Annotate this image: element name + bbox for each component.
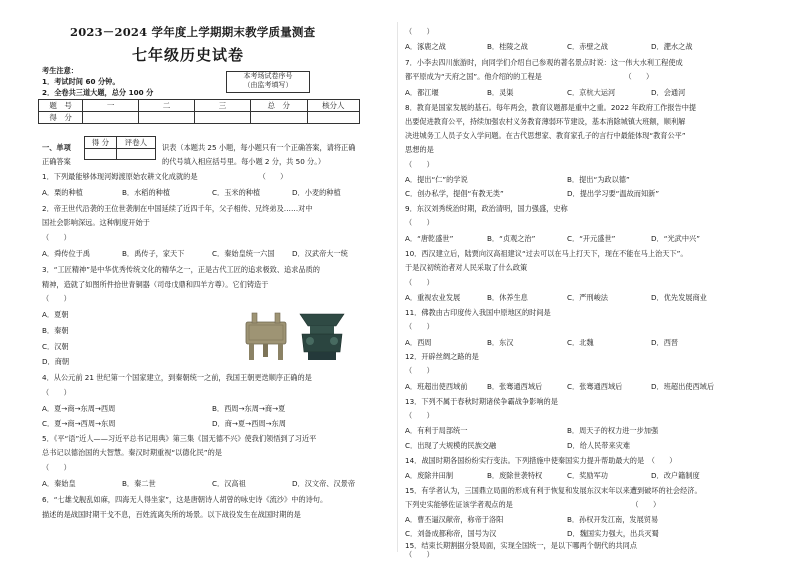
question-8-stem: 决进城务工人员子女入学问题。在古代思想家、教育家孔子的言行中最能体现“教育公平” — [405, 131, 686, 140]
question-9-stem: 9．东汉刘秀统治时期，政治清明，国力强盛，史称 — [405, 204, 568, 213]
question-5-option-c[interactable]: C．汉高祖 — [212, 479, 246, 488]
question-11-option-a[interactable]: A．西周 — [405, 338, 432, 347]
question-10-option-c[interactable]: C．严刑峻法 — [567, 293, 608, 302]
question-10-option-a[interactable]: A．重视农业发展 — [405, 293, 461, 302]
question-11-option-b[interactable]: B．东汉 — [487, 338, 514, 347]
score-table-cell: 题 号 — [39, 100, 83, 112]
question-4-answer-blank[interactable]: （ ） — [42, 388, 71, 397]
question-3-stem: 精神，造就了如图所件拾世青铜器（司母戊鼎和四羊方尊）。它们铸造于 — [42, 280, 269, 289]
section1-intro-line2: 正确答案 — [42, 157, 71, 166]
question-11-stem: 11．佛教由古印度传入我国中原地区的时间是 — [405, 308, 551, 317]
question-10-option-b[interactable]: B．休养生息 — [487, 293, 528, 302]
question-10-option-d[interactable]: D．优先发展商业 — [651, 293, 707, 302]
question-9-option-c[interactable]: C．“开元盛世” — [567, 234, 616, 243]
score-input-cell[interactable] — [307, 112, 359, 124]
question-5-stem: 5．《平“语”近人——习近平总书记用典》第三集《国无德不兴》使我们领悟到了习近平 — [42, 434, 317, 443]
score-table-cell: 二 — [139, 100, 195, 112]
question-14-option-a[interactable]: A．废除井田制 — [405, 471, 454, 480]
score-input-cell[interactable] — [85, 149, 117, 160]
grader-input-cell[interactable] — [116, 149, 155, 160]
score-table-cell: 核分人 — [307, 100, 359, 112]
question-14-option-c[interactable]: C．奖励军功 — [567, 471, 608, 480]
question-12-option-a[interactable]: A．班超出使西域前 — [405, 382, 468, 391]
question-13-answer-blank[interactable]: （ ） — [405, 411, 434, 420]
question-5-option-d[interactable]: D．汉文帝、汉景帝 — [292, 479, 356, 488]
question-15-option-a[interactable]: A．曹丕逼汉献帝，称帝于洛阳 — [405, 515, 504, 524]
question-13-stem: 13．下列不属于春秋时期诸侯争霸战争影响的是 — [405, 397, 558, 406]
question-7-stem: 7．小李去四川旅游时，向同学们介绍自己参观的著名景点时说：这一伟大水利工程使成 — [405, 58, 683, 67]
question-12-option-c[interactable]: C．张骞通西域后 — [567, 382, 623, 391]
column-divider — [397, 22, 398, 552]
question-15-stem: 15．有学者认为，三国鼎立局面的形成有利于恢复和发展东汉末年以来遭到破坏的社会经济。 — [405, 486, 702, 495]
question-11-option-d[interactable]: D．西晋 — [651, 338, 679, 347]
question-10-stem: 10．西汉建立后，陆贾向汉高祖建议“过去可以在马上打天下，现在不能在马上治天下”。 — [405, 249, 688, 258]
exam-subtitle: 七年级历史试卷 — [132, 46, 245, 64]
question-8-option-b[interactable]: B．提出“为政以德” — [567, 175, 630, 184]
question-1-option-a[interactable]: A．栗的种植 — [42, 188, 83, 197]
question-4-stem: 4．从公元前 21 世纪第一个国家建立，到秦朝统一之前，我国王朝更迭顺序正确的是 — [42, 373, 312, 382]
question-13-option-a[interactable]: A．有利于局部统一 — [405, 426, 468, 435]
question-15-stem: 下列史实能够佐证该学者观点的是 （ ） — [405, 500, 661, 509]
score-input-cell[interactable] — [195, 112, 251, 124]
note-1: 1．考试时间 60 分钟。 — [42, 77, 120, 86]
question-3-option-d[interactable]: D．商朝 — [42, 357, 70, 366]
question-6-option-d[interactable]: D．淝水之战 — [651, 42, 693, 51]
question-7-option-a[interactable]: A．都江堰 — [405, 88, 439, 97]
bronze-vessels-figure — [240, 310, 360, 365]
question-5-answer-blank[interactable]: （ ） — [42, 463, 71, 472]
question-9-option-a[interactable]: A．“唐乾盛世” — [405, 234, 454, 243]
question-8-option-d[interactable]: D．提出学习要“温故而知新” — [567, 189, 660, 198]
question-1-option-b[interactable]: B．水稻的种植 — [122, 188, 171, 197]
question-4-option-b[interactable]: B．西周→东周→商→夏 — [212, 404, 286, 413]
score-input-cell[interactable] — [250, 112, 307, 124]
question-3-answer-blank[interactable]: （ ） — [42, 294, 71, 303]
question-8-stem: 8．教育是国家发展的基石。每年两会，教育议题都是重中之重。2022 年政府工作报告中提 — [405, 103, 697, 112]
question-8-stem: 思想的是 — [405, 145, 434, 154]
question-8-stem: 出要促进教育公平，持续加强农村义务教育薄弱环节建设，基本消除城镇大班额，顺利解 — [405, 117, 686, 126]
question-7-option-b[interactable]: B．灵渠 — [487, 88, 514, 97]
question-2-option-a[interactable]: A．舜传位于禹 — [42, 249, 91, 258]
question-16-answer-blank[interactable]: （ ） — [405, 550, 434, 559]
question-2-option-d[interactable]: D．汉武帝大一统 — [292, 249, 348, 258]
question-1-option-c[interactable]: C．玉米的种植 — [212, 188, 261, 197]
question-12-option-d[interactable]: D．班超出使西域后 — [651, 382, 715, 391]
question-8-option-a[interactable]: A．提出“仁”的学说 — [405, 175, 468, 184]
simuwu-ding-icon — [246, 313, 286, 360]
note-2: 2．全卷共三道大题，总分 100 分 — [42, 88, 154, 97]
question-12-answer-blank[interactable]: （ ） — [405, 366, 434, 375]
question-15-option-d[interactable]: D．魏国实力强大，出兵灭蜀 — [567, 529, 659, 538]
section1-intro: 识表（本题共 25 小题，每小题只有一个正确答案，请将正确 — [162, 143, 356, 152]
question-13-option-b[interactable]: B．周天子的权力进一步加强 — [567, 426, 659, 435]
exam-title: 2023－2024 学年度上学期期末教学质量测查 — [70, 25, 316, 39]
question-3-option-b[interactable]: B．秦朝 — [42, 326, 69, 335]
question-15-option-c[interactable]: C．刘备成都称帝，国号为汉 — [405, 529, 497, 538]
exam-number-box[interactable] — [226, 71, 310, 93]
notes-title: 考生注意： — [42, 66, 78, 75]
question-2-stem: 2．帝王世代沿袭的王位世袭制在中国延续了近四千年，父子相传、兄终弟及……对中 — [42, 204, 313, 213]
question-11-option-c[interactable]: C．北魏 — [567, 338, 594, 347]
question-2-stem: 国社会影响深远。这种制度开始于 — [42, 218, 150, 227]
question-11-answer-blank[interactable]: （ ） — [405, 322, 434, 331]
exam-number-label-2: （由监考填写） — [243, 81, 293, 89]
question-6-stem: 6．“七雄戈舰乱如麻，四海无人得坐家”，这是唐朝诗人胡曾的咏史诗《流沙》中的诗句。 — [42, 495, 328, 504]
score-input-cell[interactable] — [139, 112, 195, 124]
score-table — [38, 99, 360, 124]
score-input-cell[interactable] — [83, 112, 139, 124]
question-2-option-b[interactable]: B．禹传子，家天下 — [122, 249, 185, 258]
question-1-option-d[interactable]: D．小麦的种植 — [292, 188, 341, 197]
question-3-option-c[interactable]: C．汉朝 — [42, 342, 69, 351]
question-5-stem: 总书记以德治国的大智慧。秦汉时期重视“以德化民”的是 — [42, 448, 222, 457]
question-2-answer-blank[interactable]: （ ） — [42, 233, 71, 242]
question-12-stem: 12．开辟丝绸之路的是 — [405, 352, 479, 361]
question-10-stem: 于是汉初统治者对人民采取了什么政策 — [405, 263, 528, 272]
question-5-option-b[interactable]: B．秦二世 — [122, 479, 156, 488]
question-9-option-d[interactable]: D．“光武中兴” — [651, 234, 700, 243]
question-4-option-d[interactable]: D．商→夏→西周→东周 — [212, 419, 286, 428]
question-6-answer-blank[interactable]: （ ） — [405, 27, 434, 36]
question-14-stem: 14．战国时期各国纷纷实行变法。下列措施中使秦国实力提升帮助最大的是 （ ） — [405, 456, 677, 465]
question-5-option-a[interactable]: A．秦始皇 — [42, 479, 76, 488]
section1-intro-line2-tail: 的代号填入相应括号里。每小题 2 分，共 50 分。） — [162, 157, 326, 166]
score-box-label: 得 分 — [85, 137, 117, 149]
question-7-option-d[interactable]: D．会通河 — [651, 88, 686, 97]
question-12-option-b[interactable]: B．张骞通西域后 — [487, 382, 543, 391]
question-4-option-c[interactable]: C．夏→商→西周→东周 — [42, 419, 116, 428]
question-8-answer-blank[interactable]: （ ） — [405, 160, 434, 169]
question-3-stem: 3．“工匠精神”是中华优秀传统文化的精华之一，正是古代工匠的追求极致、追求品质的 — [42, 265, 320, 274]
question-16-stem: 15．结束长期割据分裂局面，实现全国统一，是以下哪两个朝代的共同点 — [405, 541, 637, 550]
question-7-stem: 都平原成为“天府之国”。他介绍的的工程是 （ ） — [405, 72, 654, 81]
question-14-option-d[interactable]: D．改户籍制度 — [651, 471, 700, 480]
question-8-option-c[interactable]: C．创办私学，提倡“有教无类” — [405, 189, 504, 198]
question-7-option-c[interactable]: C．京杭大运河 — [567, 88, 616, 97]
question-2-option-c[interactable]: C．秦始皇统一六国 — [212, 249, 275, 258]
score-table-cell: 总 分 — [250, 100, 307, 112]
question-6-option-c[interactable]: C．赤壁之战 — [567, 42, 608, 51]
score-table-cell: 三 — [195, 100, 251, 112]
grader-box-label: 评卷人 — [116, 137, 155, 149]
four-ram-zun-icon — [300, 314, 344, 360]
question-10-answer-blank[interactable]: （ ） — [405, 278, 434, 287]
score-table-cell: 一 — [83, 100, 139, 112]
score-table-cell: 得 分 — [39, 112, 83, 124]
question-3-option-a[interactable]: A．夏朝 — [42, 310, 69, 319]
section1-score-box — [84, 136, 156, 160]
question-13-option-c[interactable]: C．出现了大规模的民族交融 — [405, 441, 497, 450]
question-13-option-d[interactable]: D．给人民带来灾难 — [567, 441, 631, 450]
question-4-option-a[interactable]: A．夏→商→东周→西周 — [42, 404, 116, 413]
score-table-score-row — [39, 112, 360, 124]
question-14-option-b[interactable]: B．废除世袭特权 — [487, 471, 543, 480]
score-table-header-row — [39, 100, 360, 112]
question-9-option-b[interactable]: B．“贞观之治” — [487, 234, 536, 243]
question-1-stem: 1．下列最能够体现河姆渡原始农耕文化成就的是 （ ） — [42, 172, 288, 181]
question-6-option-a[interactable]: A．涿鹿之战 — [405, 42, 446, 51]
question-6-option-b[interactable]: B．桂陵之战 — [487, 42, 528, 51]
exam-number-label-1: 本考场试卷序号 — [243, 72, 293, 80]
question-9-answer-blank[interactable]: （ ） — [405, 218, 434, 227]
question-6-stem: 描述的是战国时期干戈不息，百姓流离失所的场景。以下战役发生在战国时期的是 — [42, 510, 301, 519]
question-15-option-b[interactable]: B．孙权开发江南，发展贸易 — [567, 515, 659, 524]
section1-title: 一、单项 — [42, 143, 71, 152]
